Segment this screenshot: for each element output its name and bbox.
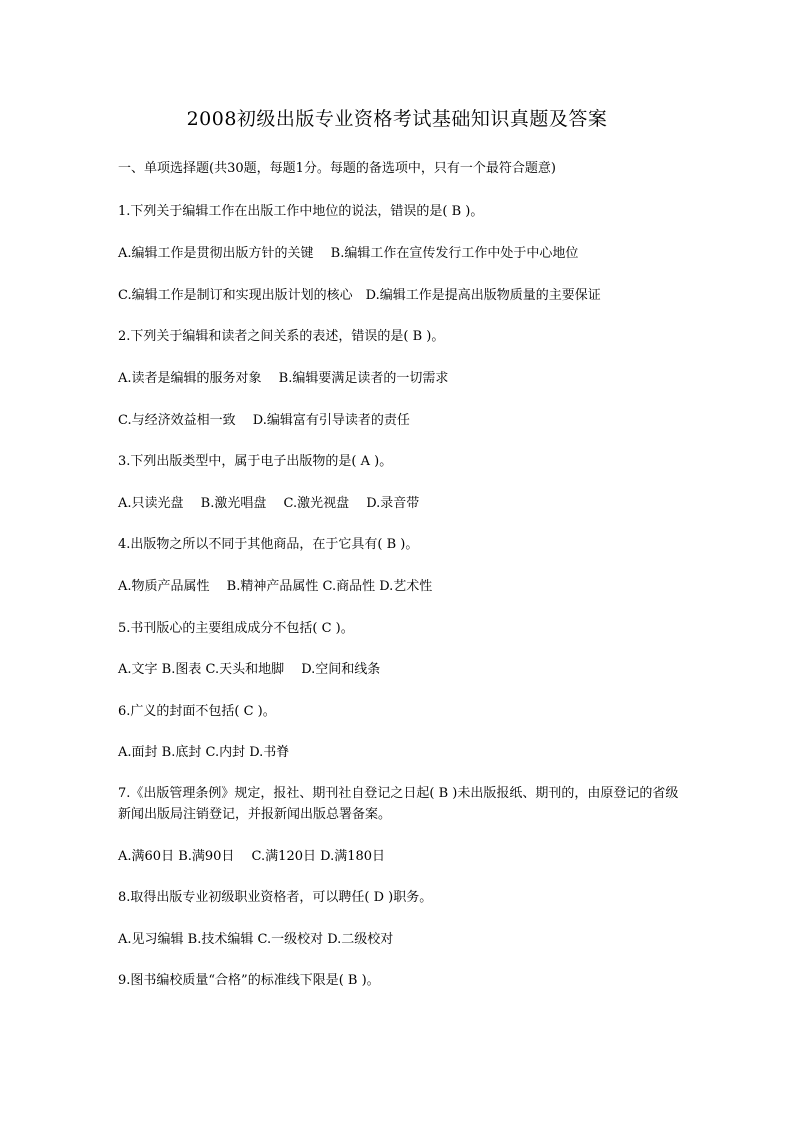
section-heading: 一、单项选择题(共30题，每题1分。每题的备选项中，只有一个最符合题意) [118,161,556,176]
question-8-options: A.见习编辑 B.技术编辑 C.一级校对 D.二级校对 [118,932,394,947]
question-9: 9.图书编校质量“合格”的标准线下限是( B )。 [118,973,380,988]
question-5-options: A.文字 B.图表 C.天头和地脚 D.空间和线条 [118,662,381,677]
question-3: 3.下列出版类型中，属于电子出版物的是( A )。 [118,454,393,469]
question-5: 5.书刊版心的主要组成成分不包括( C )。 [118,621,354,636]
question-6-options: A.面封 B.底封 C.内封 D.书脊 [118,745,290,760]
document-title: 2008初级出版专业资格考试基础知识真题及答案 [186,108,608,130]
question-7: 7.《出版管理条例》规定，报社、期刊社自登记之日起( B )未出版报纸、期刊的，由原登记的省级新闻出版局注销登记，并报新闻出版总署备案。 [118,786,679,822]
question-2: 2.下列关于编辑和读者之间关系的表述，错误的是( B )。 [118,329,445,344]
question-2-options-cd: C.与经济效益相一致 D.编辑富有引导读者的责任 [118,413,410,428]
question-4-options: A.物质产品属性 B.精神产品属性 C.商品性 D.艺术性 [118,579,433,594]
question-7-options: A.满60日 B.满90日 C.满120日 D.满180日 [118,849,386,864]
question-3-options: A.只读光盘 B.激光唱盘 C.激光视盘 D.录音带 [118,496,420,511]
question-1: 1.下列关于编辑工作在出版工作中地位的说法，错误的是( B )。 [118,204,484,219]
question-6: 6.广义的封面不包括( C )。 [118,704,276,719]
question-1-options-cd: C.编辑工作是制订和实现出版计划的核心 D.编辑工作是提高出版物质量的主要保证 [118,288,601,303]
question-4: 4.出版物之所以不同于其他商品，在于它具有( B )。 [118,537,419,552]
question-8: 8.取得出版专业初级职业资格者，可以聘任( D )职务。 [118,890,433,905]
question-2-options-ab: A.读者是编辑的服务对象 B.编辑要满足读者的一切需求 [118,371,449,386]
question-1-options-ab: A.编辑工作是贯彻出版方针的关键 B.编辑工作在宣传发行工作中处于中心地位 [118,246,579,261]
